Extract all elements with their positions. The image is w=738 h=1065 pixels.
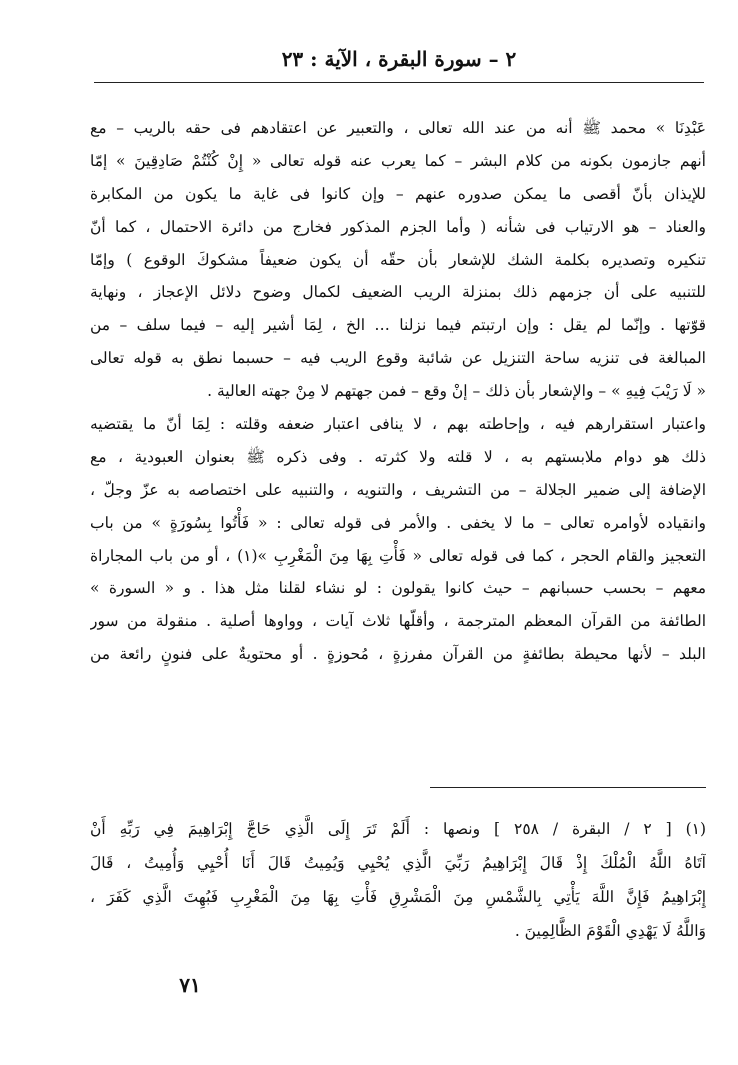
page-number: ٧١ [179,973,201,997]
footnote [90,812,706,948]
text-line: « لَا رَيْبَ فِيهِ » – والإشعار بأن ذلك – إنْ وقع – فمن جهتهم لا مِنْ جهته العالية . [207,382,706,401]
main-text [90,112,706,671]
text-line: الطائفة من القرآن المعظم المترجمة ، وأقلّها ثلاث آيات ، وواوها أصلية . منقولة من سور [90,612,706,631]
header-rule [94,82,704,83]
footnote-line: وَاللَّهُ لَا يَهْدِي الْقَوْمَ الظَّالِمِينَ . [514,922,706,940]
text-line: البلد – لأنها محيطة بطائفةٍ من القرآن مفرزةٍ ، مُحوزةٍ . أو محتويةٌ على فنونٍ رائعة من [90,645,706,664]
text-line: معهم – بحسب حسبانهم – حيث كانوا يقولون : لو نشاء لقلنا مثل هذا . و « السورة » [90,579,706,598]
text-line: الإضافة إلى ضمير الجلالة – من التشريف ، والتنويه ، والتنبيه على اختصاصه به عزّ وجلّ ، [90,480,706,499]
text-line: للإيذان بأنّ أقصى ما يمكن صدوره عنهم – وإن كانوا فى غاية ما يكون من المكابرة [90,184,706,203]
text-line: واعتبار استقرارهم فيه ، وإحاطته بهم ، لا ينافى اعتبار ضعفه وقلته : لِمَا أنّ ما يقتضيه [90,415,706,434]
text-line: المبالغة فى تنزيه ساحة التنزيل عن شائبة وقوع الريب فيه – حسبما نطق به قوله تعالى [90,349,706,368]
text-line: التعجيز والقام الحجر ، كما فى قوله تعالى « فَأْتِ بِهَا مِنَ الْمَغْرِبِ »(١) ، أو من باب المجاراة [90,546,706,565]
text-line: قوّتها . وإنّما لم يقل : وإن ارتبتم فيما نزلنا … الخ ، لِمَا أشير إليه – فيما سلف – من [90,316,706,335]
text-line: أنهم جازمون بكونه من كلام البشر – كما يعرب عنه قوله تعالى « إِنْ كُنْتُمْ صَادِقِينَ » إمّا [90,151,706,170]
running-header: ٢ – سورة البقرة ، الآية : ٢٣ [281,47,517,71]
footnote-line: آتَاهُ اللَّهُ الْمُلْكَ إِذْ قَالَ إِبْرَاهِيمُ رَبِّيَ الَّذِي يُحْيِي وَيُمِيتُ قَالَ أَنَا أُحْيِي وَأُمِيتُ ، قَالَ [90,854,706,872]
text-line: تنكيره وتصديره بكلمة الشك للإشعار بأن حقّه أن يكون ضعيفاً مشكوكَ الوقوع ) وإمّا [90,250,706,269]
footnote-line: (١) [ ٢ / البقرة / ٢٥٨ ] ونصها : أَلَمْ تَرَ إِلَى الَّذِي حَاجَّ إِبْرَاهِيمَ فِي رَبِّهِ أَنْ [90,820,706,838]
text-line: ذلك هو دوام ملابستهم به ، لا قلته ولا كثرته . وفى ذكره ﷺ بعنوان العبودية ، مع [90,447,706,466]
text-line: للتنبيه على أن جزمهم ذلك بمنزلة الريب الضعيف لكمال وضوح دلائل الإعجاز ، ونهاية [90,283,706,302]
footnote-line: إِبْرَاهِيمُ فَإِنَّ اللَّهَ يَأْتِي بِالشَّمْسِ مِنَ الْمَشْرِقِ فَأْتِ بِهَا مِنَ الْمَغْرِبِ فَبُهِتَ الَّذِي كَفَرَ ، [90,888,706,906]
text-line: والعناد – هو الارتياب فى شأنه ( وأما الجزم المذكور فخارج من دائرة الاحتمال ، كما أنّ [90,217,706,236]
footnote-rule [430,787,706,788]
text-line: وانقياده لأوامره تعالى – ما لا يخفى . والأمر فى قوله تعالى : « فَأْتُوا بِسُورَةٍ » من باب [90,513,706,532]
text-line: عَبْدِنَا » محمد ﷺ أنه من عند الله تعالى ، والتعبير عن اعتقادهم فى حقه بالريب – مع [90,119,706,137]
